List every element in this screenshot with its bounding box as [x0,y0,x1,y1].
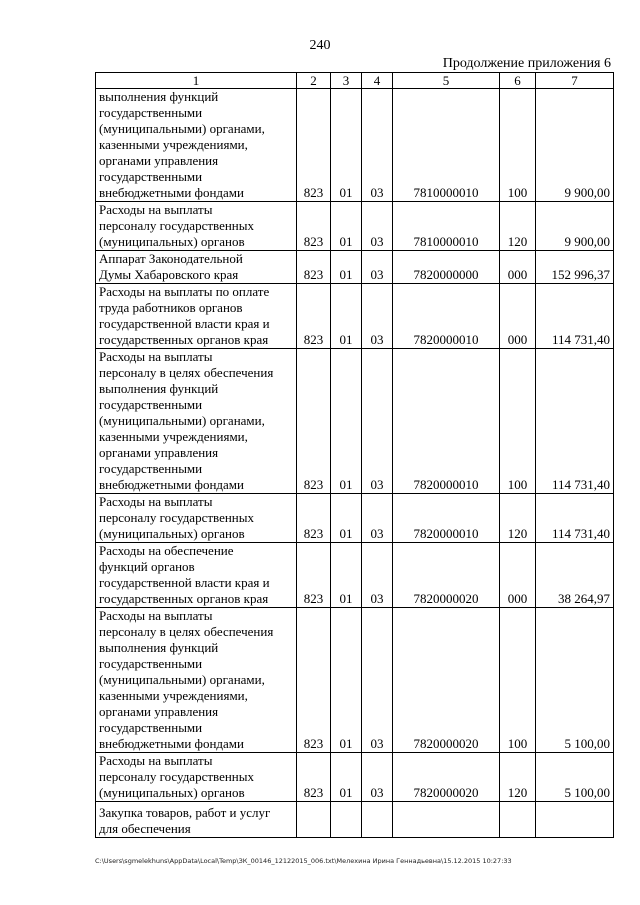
code-subsection: 03 [362,284,393,349]
row-description: Расходы на выплаты по оплате труда работников органов государственной власти края и государственных органов края [96,284,297,349]
table-row [96,543,614,608]
code-subsection: 03 [362,89,393,202]
row-description: выполнения функций государственными (муниципальными) органами, казенными учреждениями, органами управления государственными внебюджетными фондами [96,89,297,202]
amount: 9 900,00 [536,202,614,251]
code-target: 7820000010 [393,349,500,494]
table-row [96,89,614,202]
header-cell: 4 [362,73,393,89]
code-grbs: 823 [297,89,331,202]
amount: 114 731,40 [536,349,614,494]
code-subsection: 03 [362,251,393,284]
amount: 5 100,00 [536,753,614,802]
code-section: 01 [331,494,362,543]
row-description: Расходы на выплаты персоналу в целях обеспечения выполнения функций государственными (муниципальными) органами, казенными учреждениями, органами управления государственными внебюджетными фондами [96,349,297,494]
row-description: Расходы на выплаты персоналу в целях обеспечения выполнения функций государственными (муниципальными) органами, казенными учреждениями, органами управления государственными внебюджетными фондами [96,608,297,753]
code-section: 01 [331,753,362,802]
code-grbs: 823 [297,202,331,251]
table-row [96,802,614,838]
code-section: 01 [331,349,362,494]
code-section: 01 [331,543,362,608]
code-grbs: 823 [297,753,331,802]
table-row [96,349,614,494]
code-target: 7820000020 [393,543,500,608]
table-row [96,494,614,543]
amount: 9 900,00 [536,89,614,202]
code-grbs: 823 [297,608,331,753]
code-grbs: 823 [297,543,331,608]
header-cell: 5 [393,73,500,89]
row-description: Расходы на выплаты персоналу государственных (муниципальных) органов [96,494,297,543]
amount: 114 731,40 [536,494,614,543]
amount: 114 731,40 [536,284,614,349]
table-row [96,251,614,284]
continuation-label: Продолжение приложения 6 [442,56,611,71]
code-section: 01 [331,284,362,349]
code-subsection: 03 [362,753,393,802]
code-section: 01 [331,202,362,251]
code-grbs: 823 [297,349,331,494]
table-row [96,608,614,753]
code-section: 01 [331,608,362,753]
header-cell: 3 [331,73,362,89]
row-description: Расходы на выплаты персоналу государственных (муниципальных) органов [96,753,297,802]
code-expense-type: 120 [500,202,536,251]
code-subsection: 03 [362,608,393,753]
code-grbs: 823 [297,251,331,284]
code-target: 7810000010 [393,89,500,202]
code-expense-type: 100 [500,608,536,753]
code-section [331,802,362,838]
code-expense-type: 100 [500,89,536,202]
amount [536,802,614,838]
header-cell: 6 [500,73,536,89]
code-subsection: 03 [362,543,393,608]
table-row [96,284,614,349]
code-expense-type: 120 [500,753,536,802]
code-section: 01 [331,89,362,202]
code-section: 01 [331,251,362,284]
code-expense-type: 000 [500,284,536,349]
code-target: 7820000020 [393,608,500,753]
code-grbs: 823 [297,284,331,349]
code-target: 7820000020 [393,753,500,802]
row-description: Аппарат Законодательной Думы Хабаровского края [96,251,297,284]
page-number: 240 [309,38,331,53]
code-target [393,802,500,838]
amount: 5 100,00 [536,608,614,753]
code-target: 7820000010 [393,284,500,349]
budget-table [95,72,614,838]
code-target: 7820000010 [393,494,500,543]
header-cell: 7 [536,73,614,89]
amount: 38 264,97 [536,543,614,608]
row-description: Расходы на обеспечение функций органов государственной власти края и государственных органов края [96,543,297,608]
file-path-footer: C:\Users\sgmelekhuns\AppData\Local\Temp\ЗК_00146_12122015_006.txt\Мелехина Ирина Геннадьевна\15.12.2015 10:27:33 [95,857,512,865]
code-target: 7820000000 [393,251,500,284]
header-cell: 1 [96,73,297,89]
code-subsection [362,802,393,838]
code-target: 7810000010 [393,202,500,251]
code-expense-type: 120 [500,494,536,543]
code-expense-type: 000 [500,251,536,284]
header-row [96,73,614,89]
code-grbs [297,802,331,838]
code-subsection: 03 [362,349,393,494]
code-expense-type: 000 [500,543,536,608]
amount: 152 996,37 [536,251,614,284]
row-description: Закупка товаров, работ и услуг для обеспечения [96,802,297,838]
code-expense-type [500,802,536,838]
table-row [96,202,614,251]
row-description: Расходы на выплаты персоналу государственных (муниципальных) органов [96,202,297,251]
code-subsection: 03 [362,202,393,251]
code-expense-type: 100 [500,349,536,494]
code-grbs: 823 [297,494,331,543]
code-subsection: 03 [362,494,393,543]
header-cell: 2 [297,73,331,89]
table-row [96,753,614,802]
